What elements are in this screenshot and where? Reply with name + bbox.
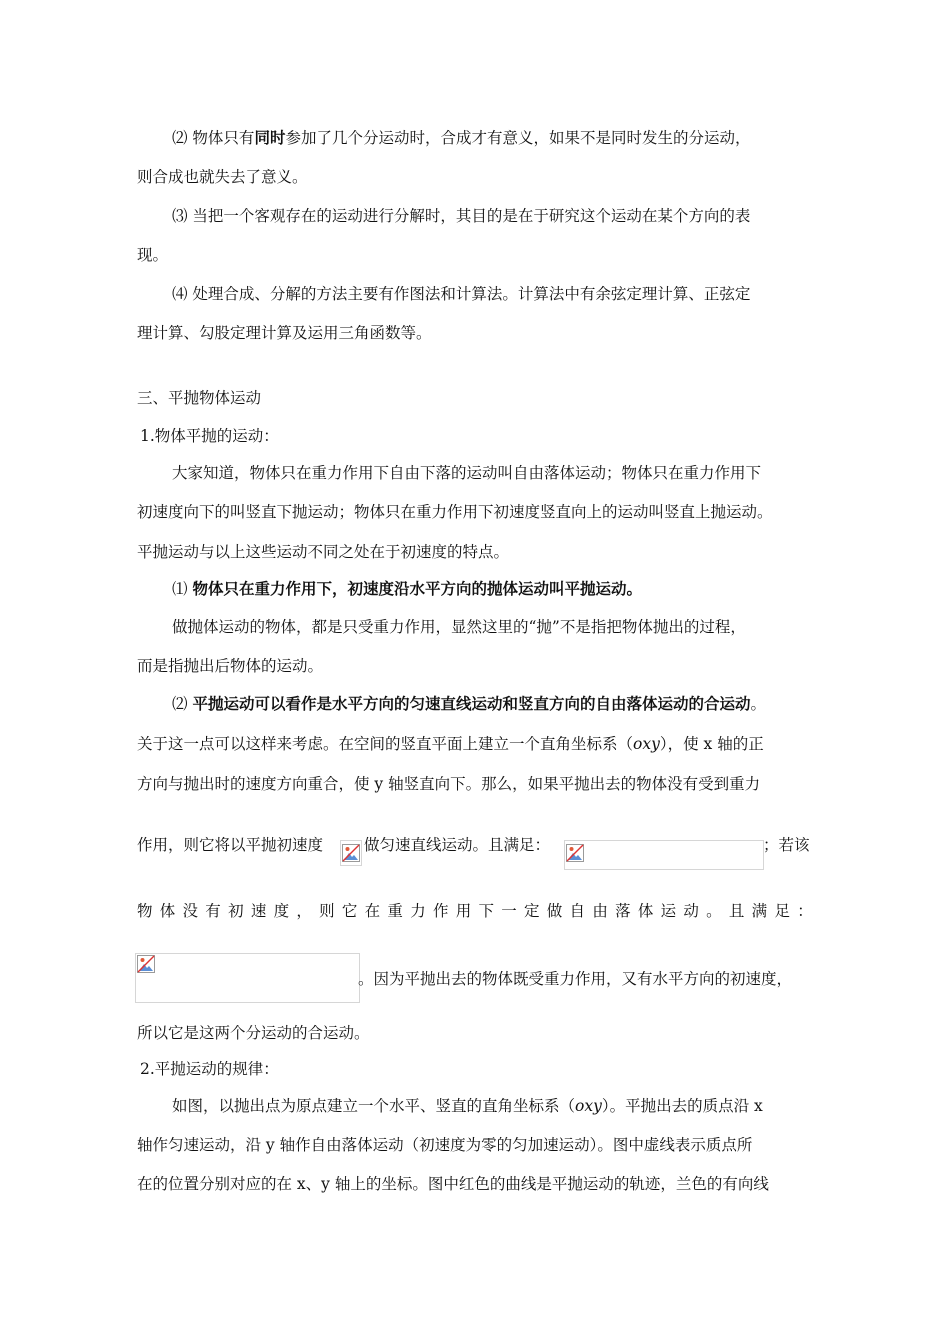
- paragraph-line: 方向与抛出时的速度方向重合，使 y 轴竖直向下。那么，如果平抛出去的物体没有受到重力: [137, 775, 761, 793]
- spread-char: 做: [546, 902, 563, 920]
- spread-char: 则: [319, 902, 335, 920]
- paragraph-line: 在的位置分别对应的在 x、y 轴上的坐标。图中红色的曲线是平抛运动的轨迹，兰色的有向线: [137, 1175, 769, 1193]
- paragraph-line: ⑶ 当把一个客观存在的运动进行分解时，其目的是在于研究这个运动在某个方向的表: [172, 207, 751, 225]
- text-span: 关于这一点可以这样来考虑。在空间的竖直平面上建立一个直角坐标系（: [137, 735, 634, 753]
- spread-char: 初: [228, 902, 244, 920]
- spread-char: 有: [205, 902, 221, 920]
- paragraph-line: 现。: [137, 246, 169, 264]
- spread-char: 落: [615, 902, 631, 920]
- spread-char: 物: [137, 902, 153, 920]
- paragraph-line: 初速度向下的叫竖直下抛运动；物体只在重力作用下初速度竖直向上的运动叫竖直上抛运动。: [137, 503, 773, 521]
- spread-char: ，: [296, 902, 312, 920]
- spread-char: 速: [250, 902, 267, 920]
- paragraph-line: 轴作匀速运动，沿 y 轴作自由落体运动（初速度为零的匀加速运动）。图中虚线表示质点所: [137, 1136, 753, 1154]
- definition-line: [137, 693, 820, 715]
- text-span: 参加了几个分运动时，合成才有意义，如果不是同时发生的分运动，: [285, 129, 751, 147]
- spread-char: 自: [569, 902, 586, 920]
- spread-char: ：: [797, 902, 813, 920]
- definition-line: [137, 578, 820, 600]
- list-number: ⑴: [172, 580, 193, 598]
- spread-char: 足: [774, 902, 790, 920]
- spread-char: 满: [751, 902, 768, 920]
- formula-image-broken: [135, 953, 360, 1003]
- spread-char: 在: [364, 902, 381, 920]
- bold-text: 同时: [254, 128, 286, 147]
- text-span: ；若该: [763, 836, 810, 854]
- formula-image-broken: [340, 840, 362, 866]
- text-span: 作用，则它将以平抛初速度: [137, 836, 324, 854]
- spread-char: 作: [432, 902, 449, 920]
- broken-image-icon: [342, 844, 360, 862]
- paragraph-line: [763, 834, 820, 856]
- subsection-heading: 2.平抛运动的规律：: [140, 1060, 279, 1078]
- broken-image-icon: [566, 844, 584, 862]
- text-span: ）。平抛出去的质点沿 x: [601, 1097, 763, 1115]
- italic-text: oxy: [633, 735, 660, 753]
- paragraph-line: 理计算、勾股定理计算及运用三角函数等。: [137, 324, 432, 342]
- spread-char: 没: [182, 902, 199, 920]
- spread-char: 度: [273, 902, 290, 920]
- spread-char: 用: [455, 902, 472, 920]
- bold-definition: 物体只在重力作用下，初速度沿水平方向的抛体运动叫平抛运动。: [192, 579, 642, 598]
- paragraph-line: 而是指抛出后物体的运动。: [137, 657, 324, 675]
- spread-char: 一: [501, 902, 517, 920]
- section-heading: 三、平抛物体运动: [137, 389, 262, 407]
- spread-char: 体: [159, 902, 176, 920]
- bold-definition: 平抛运动可以看作是水平方向的匀速直线运动和竖直方向的自由落体运动的合运动: [192, 694, 751, 713]
- paragraph-line: 所以它是这两个分运动的合运动。: [137, 1024, 370, 1042]
- paragraph-line: 大家知道，物体只在重力作用下自由下落的运动叫自由落体运动；物体只在重力作用下: [172, 464, 762, 482]
- spread-char: 。: [706, 902, 722, 920]
- paragraph-line: 平抛运动与以上这些运动不同之处在于初速度的特点。: [137, 543, 510, 561]
- italic-text: oxy: [575, 1097, 602, 1115]
- spread-char: 它: [341, 902, 358, 920]
- paragraph-line: [137, 733, 820, 755]
- spread-char: 体: [637, 902, 654, 920]
- text-span: 如图，以抛出点为原点建立一个水平、竖直的直角坐标系（: [172, 1097, 576, 1115]
- justified-line: [137, 900, 813, 922]
- paragraph-line: 做抛体运动的物体，都是只受重力作用，显然这里的“抛”不是指把物体抛出的过程，: [172, 618, 746, 636]
- text-span: 。: [750, 695, 766, 713]
- spread-char: 动: [683, 902, 699, 920]
- paragraph-line: [137, 1095, 820, 1117]
- spread-char: 下: [478, 902, 494, 920]
- list-number: ⑵: [172, 695, 193, 713]
- formula-image-broken: [564, 840, 764, 870]
- paragraph-line: 。因为平抛出去的物体既受重力作用，又有水平方向的初速度，: [358, 970, 793, 988]
- paragraph-line: 则合成也就失去了意义。: [137, 168, 308, 186]
- spread-char: 且: [728, 902, 745, 920]
- text-span: ），使 x 轴的正: [659, 735, 764, 753]
- text-span: 做匀速直线运动。且满足：: [364, 836, 551, 854]
- text-span: ⑵ 物体只有: [172, 129, 255, 147]
- paragraph-line: [137, 127, 820, 149]
- subsection-heading: 1.物体平抛的运动：: [140, 427, 279, 445]
- spread-char: 重: [387, 902, 403, 920]
- spread-char: 定: [524, 902, 540, 920]
- spread-char: 由: [592, 902, 608, 920]
- paragraph-line: ⑷ 处理合成、分解的方法主要有作图法和计算法。计算法中有余弦定理计算、正弦定: [172, 285, 751, 303]
- spread-char: 运: [660, 902, 677, 920]
- broken-image-icon: [137, 955, 155, 973]
- spread-char: 力: [410, 902, 426, 920]
